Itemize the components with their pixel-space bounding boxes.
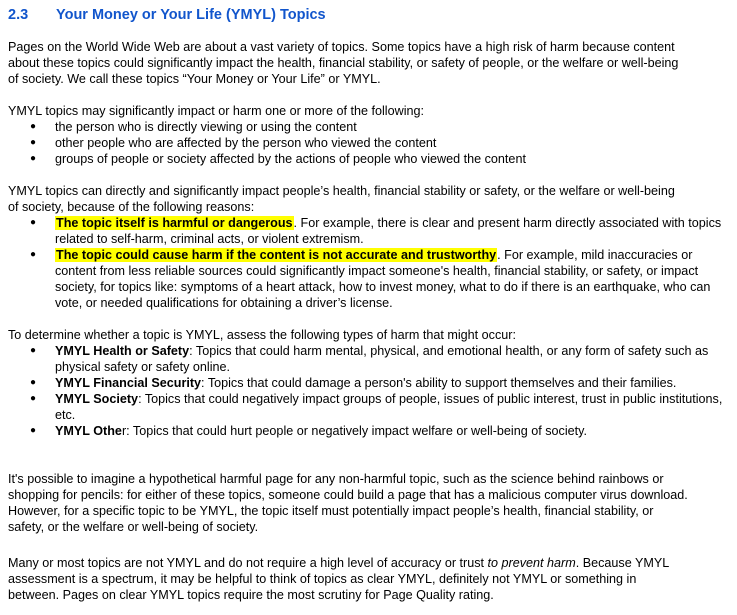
highlighted-reason: The topic could cause harm if the content is not accurate and trustworthy <box>56 248 497 262</box>
harm-text: : Topics that could damage a person's ability to support themselves and their families. <box>201 376 677 390</box>
section-heading <box>8 7 326 23</box>
reasons-lead-line: of society, because of the following reasons: <box>8 200 255 214</box>
harms-list <box>8 343 734 439</box>
reasons-list <box>8 215 734 311</box>
reason-text: For example, mild inaccuracies or content from less reliable sources could significantly impact someone's health, financial stability, or safety, or impact society, for topics like: symptoms of a heart attack, how to invest money, what to do if there is an earthquake, who can vote, or needed qualifications for obtaining a driver’s license. <box>55 248 711 310</box>
harm-term: YMYL Othe <box>55 424 122 438</box>
list-item: ● groups of people or society affected by the actions of people who viewed the content <box>8 151 734 167</box>
harms-section <box>8 327 734 439</box>
intro-line: about these topics could significantly impact the health, financial stability, or safety of people, or the welfare or well-being <box>8 56 679 70</box>
impact-list <box>8 119 734 167</box>
intro-paragraph <box>8 39 734 87</box>
harm-term: YMYL Financial Security <box>55 376 202 390</box>
list-item <box>8 391 728 423</box>
list-item: ● The topic could cause harm if the content is not accurate and trustworthy. For example, mild inaccuracies or content from less reliable sources could significantly impact someone's health, financial stability, or safety, or impact society, for topics like: symptoms of a heart attack, how to invest money, what to do if there is an earthquake, who can vote, or needed qualifications for obtaining a driver’s license. <box>8 247 728 311</box>
list-item: ● other people who are affected by the person who viewed the content <box>8 135 734 151</box>
harm-text: r: Topics that could hurt people or negatively impact welfare or well-being of society. <box>121 424 587 438</box>
list-item: ● the person who is directly viewing or using the content <box>8 119 734 135</box>
hypothetical-line: safety, or the welfare or well-being of society. <box>8 520 259 534</box>
list-item <box>8 423 728 439</box>
hypothetical-paragraph <box>8 471 734 535</box>
spectrum-text: . Because YMYL <box>575 556 670 570</box>
spectrum-line: between. Pages on clear YMYL topics require the most scrutiny for Page Quality rating. <box>8 588 494 602</box>
spectrum-line: assessment is a spectrum, it may be helpful to think of topics as clear YMYL, definitely not YMYL or something in <box>8 572 637 586</box>
harms-lead: To determine whether a topic is YMYL, assess the following types of harm that might occur: <box>8 328 516 342</box>
highlighted-reason: The topic itself is harmful or dangerous <box>56 216 293 230</box>
harm-text: : Topics that could harm mental, physical, and emotional health, or any form of safety such as physical safety or safety online. <box>55 344 709 374</box>
hypothetical-line: However, for a specific topic to be YMYL, the topic itself must potentially impact people’s health, financial stability, or <box>8 504 654 518</box>
spectrum-line <box>8 555 734 571</box>
emphasis-text: to prevent harm <box>487 556 576 570</box>
hypothetical-line: shopping for pencils: for either of these topics, someone could build a page that has a malicious computer virus download. <box>8 488 688 502</box>
harm-term: YMYL Society <box>55 392 139 406</box>
list-item <box>8 343 728 375</box>
reason-text: For example, there is clear and present harm directly associated with topics related to self-harm, criminal acts, or violent extremism. <box>55 216 722 246</box>
reasons-lead-line: YMYL topics can directly and significantly impact people’s health, financial stability or safety, or the welfare or well-being <box>8 184 675 198</box>
list-item: ● The topic itself is harmful or dangerous. For example, there is clear and present harm directly associated with topics related to self-harm, criminal acts, or violent extremism. <box>8 215 728 247</box>
harm-text: : Topics that could negatively impact groups of people, issues of public interest, trust in public institutions, etc. <box>55 392 723 422</box>
reasons-section <box>8 183 734 311</box>
section-title: Your Money or Your Life (YMYL) Topics <box>56 7 326 23</box>
list-item <box>8 375 728 391</box>
spectrum-text: Many or most topics are not YMYL and do not require a high level of accuracy or trust <box>8 556 488 570</box>
hypothetical-line: It's possible to imagine a hypothetical harmful page for any non-harmful topic, such as the science behind rainbows or <box>8 472 664 486</box>
impact-section <box>8 103 734 167</box>
spectrum-paragraph <box>8 555 734 603</box>
intro-line: of society. We call these topics “Your Money or Your Life” or YMYL. <box>8 72 381 86</box>
harm-term: YMYL Health or Safety <box>55 344 190 358</box>
intro-line: Pages on the World Wide Web are about a vast variety of topics. Some topics have a high risk of harm because content <box>8 40 675 54</box>
impact-lead: YMYL topics may significantly impact or harm one or more of the following: <box>8 104 424 118</box>
section-number: 2.3 <box>8 7 29 23</box>
